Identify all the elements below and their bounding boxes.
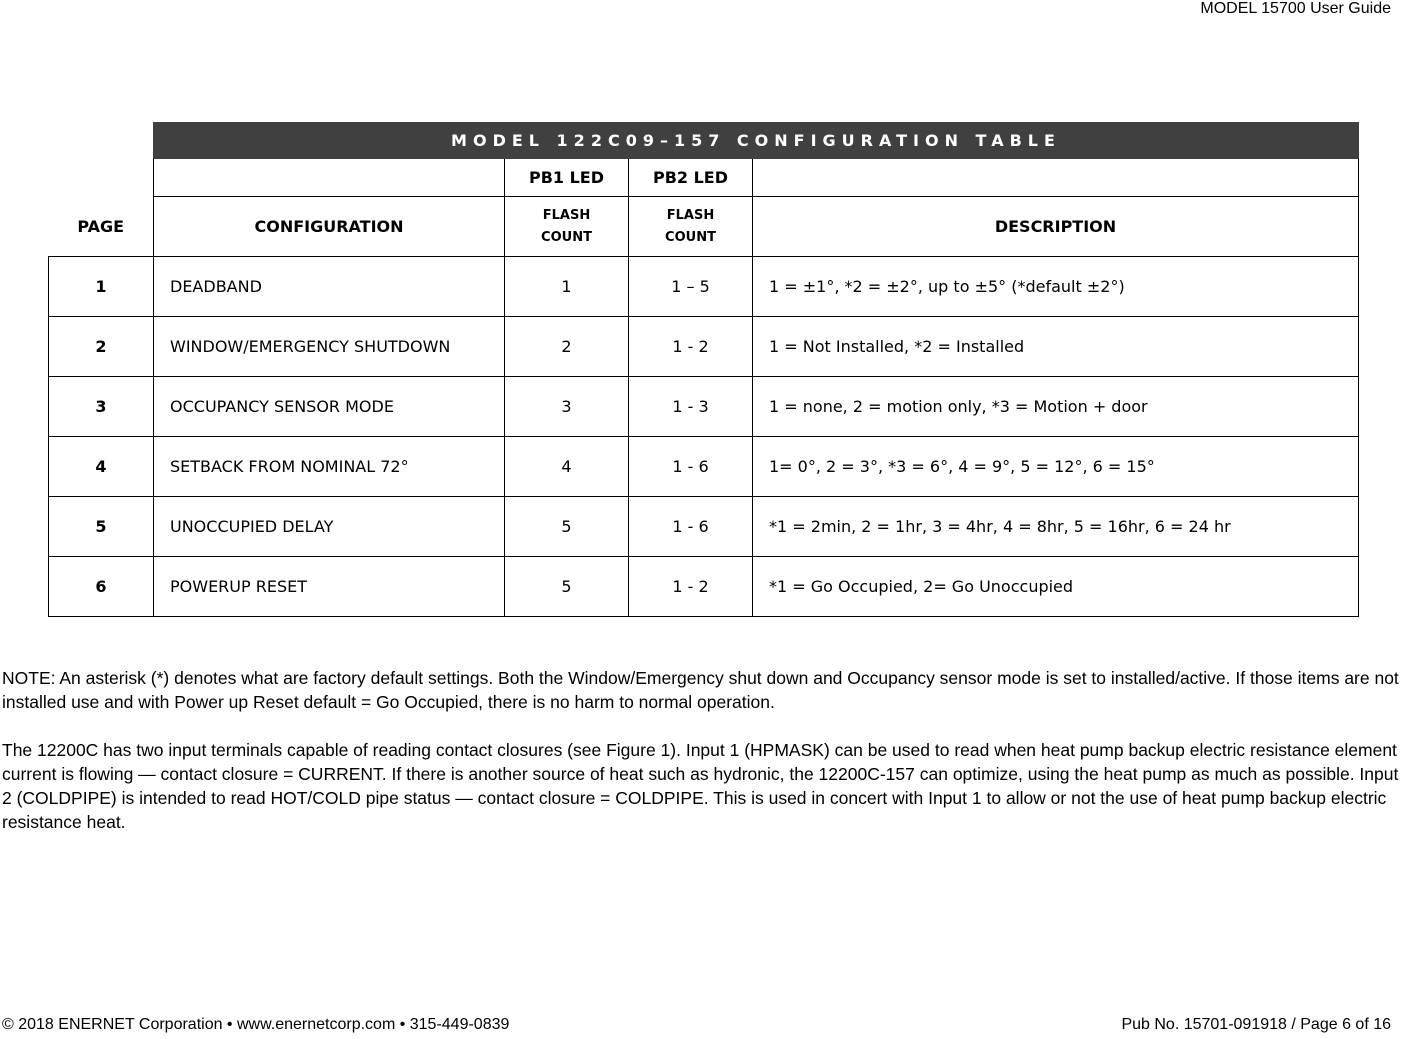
row-description: 1= 0°, 2 = 3°, *3 = 6°, 4 = 9°, 5 = 12°, 6 = 15° xyxy=(753,437,1359,497)
table-corner xyxy=(49,123,154,159)
table-row xyxy=(49,557,1359,617)
row-pb1-count: 5 xyxy=(505,497,629,557)
table-row xyxy=(49,497,1359,557)
row-page: 6 xyxy=(49,557,154,617)
header-blank-config xyxy=(154,159,505,197)
row-page: 3 xyxy=(49,377,154,437)
table-row xyxy=(49,377,1359,437)
table-row xyxy=(49,257,1359,317)
row-description: 1 = none, 2 = motion only, *3 = Motion + door xyxy=(753,377,1359,437)
row-pb2-count: 1 - 3 xyxy=(629,377,753,437)
note-paragraph: The 12200C has two input terminals capable of reading contact closures (see Figure 1). Input 1 (HPMASK) can be used to read when heat pump backup electric resistance element current is flowing — contact closure = CURRENT. If there is another source of heat such as hydronic, the 12200C-157 can optimize, using the heat pump as much as possible. Input 2 (COLDPIPE) is intended to read HOT/COLD pipe status — contact closure = COLDPIPE. This is used in concert with Input 1 to allow or not the use of heat pump backup electric resistance heat. xyxy=(2,740,1399,832)
notes-section xyxy=(2,666,1407,834)
row-pb1-count: 1 xyxy=(505,257,629,317)
row-pb2-count: 1 - 6 xyxy=(629,437,753,497)
row-description: *1 = Go Occupied, 2= Go Unoccupied xyxy=(753,557,1359,617)
row-configuration: POWERUP RESET xyxy=(154,557,505,617)
footer-copyright: © 2018 ENERNET Corporation • www.enernetcorp.com • 315-449-0839 xyxy=(2,1016,510,1033)
header-pb2-led: PB2 LED xyxy=(629,159,753,197)
header-pb1-led: PB1 LED xyxy=(505,159,629,197)
header-configuration: CONFIGURATION xyxy=(154,197,505,257)
row-page: 4 xyxy=(49,437,154,497)
row-page: 1 xyxy=(49,257,154,317)
row-configuration: OCCUPANCY SENSOR MODE xyxy=(154,377,505,437)
row-pb2-count: 1 - 2 xyxy=(629,317,753,377)
row-description: 1 = Not Installed, *2 = Installed xyxy=(753,317,1359,377)
row-pb2-count: 1 – 5 xyxy=(629,257,753,317)
header-blank-description xyxy=(753,159,1359,197)
row-pb1-count: 4 xyxy=(505,437,629,497)
row-configuration: UNOCCUPIED DELAY xyxy=(154,497,505,557)
header-blank xyxy=(49,159,154,197)
row-pb2-count: 1 - 2 xyxy=(629,557,753,617)
header-pb2-flash-count: FLASH COUNT xyxy=(629,197,753,257)
header-page: PAGE xyxy=(49,197,154,257)
table-row xyxy=(49,317,1359,377)
footer-page-number: Pub No. 15701-091918 / Page 6 of 16 xyxy=(1121,1016,1391,1033)
row-pb2-count: 1 - 6 xyxy=(629,497,753,557)
document-title: MODEL 15700 User Guide xyxy=(1200,0,1391,17)
row-description: 1 = ±1°, *2 = ±2°, up to ±5° (*default ±2°) xyxy=(753,257,1359,317)
table-row xyxy=(49,437,1359,497)
row-configuration: WINDOW/EMERGENCY SHUTDOWN xyxy=(154,317,505,377)
row-page: 5 xyxy=(49,497,154,557)
row-description: *1 = 2min, 2 = 1hr, 3 = 4hr, 4 = 8hr, 5 = 16hr, 6 = 24 hr xyxy=(753,497,1359,557)
row-configuration: SETBACK FROM NOMINAL 72° xyxy=(154,437,505,497)
row-configuration: DEADBAND xyxy=(154,257,505,317)
header-pb1-flash-count: FLASH COUNT xyxy=(505,197,629,257)
row-page: 2 xyxy=(49,317,154,377)
table-title: MODEL 122C09–157 CONFIGURATION TABLE xyxy=(154,123,1359,159)
row-pb1-count: 5 xyxy=(505,557,629,617)
configuration-table xyxy=(48,122,1359,617)
row-pb1-count: 3 xyxy=(505,377,629,437)
note-paragraph: NOTE: An asterisk (*) denotes what are factory default settings. Both the Window/Emergency shut down and Occupancy sensor mode is set to installed/active. If those items are not installed use and with Power up Reset default = Go Occupied, there is no harm to normal operation. xyxy=(2,668,1399,712)
header-description: DESCRIPTION xyxy=(753,197,1359,257)
row-pb1-count: 2 xyxy=(505,317,629,377)
